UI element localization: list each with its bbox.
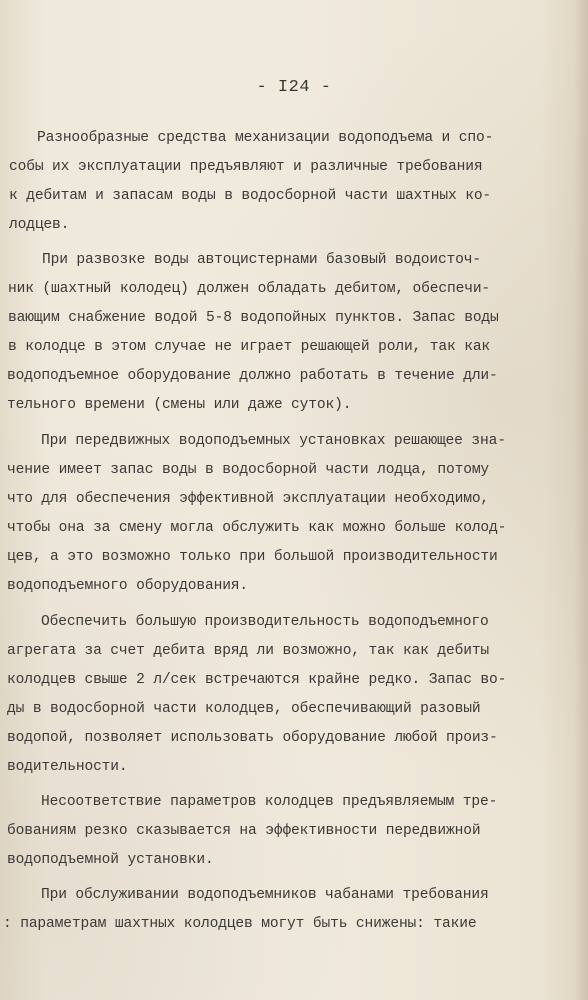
text-line: водоподъемного оборудования.: [7, 578, 249, 594]
text-line: При передвижных водоподъемных установках решающее зна-: [41, 433, 506, 449]
text-line: ды в водосборной части колодцев, обеспечивающий разовый: [7, 701, 481, 717]
text-line: к дебитам и запасам воды в водосборной части шахтных ко-: [9, 188, 492, 204]
text-line: цев, а это возможно только при большой производительности: [7, 549, 498, 565]
text-line: При развозке воды автоцистернами базовый водоисточ-: [42, 252, 481, 268]
text-line: водоподъемное оборудование должно работать в течение дли-: [7, 368, 498, 384]
text-line: вающим снабжение водой 5-8 водопойных пунктов. Запас воды: [8, 310, 499, 326]
text-line: тельного времени (смены или даже суток).: [7, 397, 352, 413]
text-line: : параметрам шахтных колодцев могут быть снижены: такие: [3, 916, 477, 932]
text-line: в колодце в этом случае не играет решающей роли, так как: [8, 339, 491, 355]
page-edge-shadow: [574, 0, 588, 1000]
text-line: что для обеспечения эффективной эксплуатации необходимо,: [7, 491, 490, 507]
page-number: - I24 -: [256, 78, 332, 97]
text-line: водительности.: [7, 759, 128, 775]
text-line: водопой, позволяет использовать оборудование любой произ-: [7, 730, 498, 746]
text-line: ник (шахтный колодец) должен обладать дебитом, обеспечи-: [8, 281, 491, 297]
text-line: агрегата за счет дебита вряд ли возможно, так как дебиты: [7, 643, 490, 659]
text-line: Несоответствие параметров колодцев предъявляемым тре-: [41, 794, 498, 810]
text-line: чтобы она за смену могла обслужить как можно больше колод-: [7, 520, 507, 536]
text-line: Обеспечить большую производительность водоподъемного: [41, 614, 489, 630]
text-line: водоподъемной установки.: [7, 852, 214, 868]
text-line: бованиям резко сказывается на эффективности передвижной: [7, 823, 481, 839]
text-line: колодцев свыше 2 л/сек встречаются крайне редко. Запас во-: [7, 672, 507, 688]
text-line: лодцев.: [9, 217, 70, 233]
text-line: Разнообразные средства механизации водоподъема и спо-: [37, 130, 494, 146]
text-line: собы их эксплуатации предъявляют и различные требования: [9, 159, 483, 175]
text-line: чение имеет запас воды в водосборной части лодца, потому: [7, 462, 490, 478]
text-line: При обслуживании водоподъемников чабанами требования: [41, 887, 489, 903]
